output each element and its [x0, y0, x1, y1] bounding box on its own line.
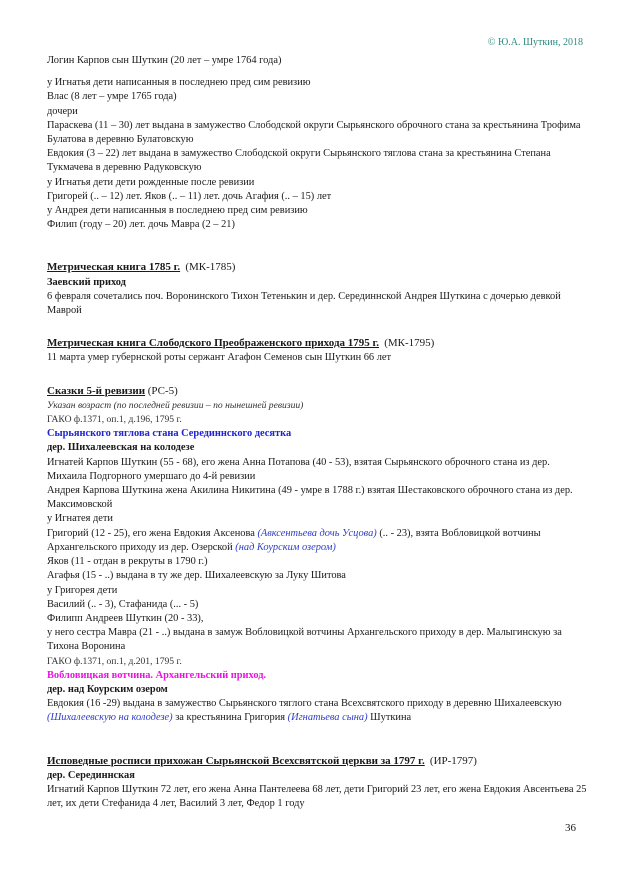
district-heading: Вобловицкая вотчина. Архангельский приход. [47, 669, 267, 681]
text-span: Евдокия (16 -29) выдана в замужество Сырьянского тяглого стана Всехсвятского приходу в деревню Шихалеевскую [47, 698, 562, 710]
record-text: Яков (11 - отдан в рекруты в 1790 г.) [47, 556, 208, 568]
section-code: (МК-1785) [185, 261, 236, 274]
section-code: (МК-1795) [384, 337, 435, 350]
record-text: 6 февраля сочетались поч. Воронинского Тихон Тетенькин и дер. Серединнской Андрея Шуткина с дочерью девкой Маврой [47, 290, 561, 317]
text-line: у Андрея дети написанныя в последнею пред сим ревизию [47, 205, 308, 217]
section-ir1797 [47, 754, 587, 812]
copyright-notice: © Ю.А. Шуткин, 2018 [487, 37, 583, 48]
annotation-span: (над Коурским озером) [235, 541, 336, 553]
text-span: (.. - 23), взята Вобловицкой вотчины Архангельского приходу из дер. Озерской [47, 527, 541, 553]
record-text: Игнатий Карпов Шуткин 72 лет, его жена Анна Пантелеева 68 лет, дети Григорий 23 лет, его жена Евдокия Авсентьева 25 лет, их дети Стефанида 4 лет, Василий 3 лет, Федор 1 году [47, 783, 587, 810]
record-text: Андрея Карпова Шуткина жена Акилина Никитина (49 - умре в 1788 г.) взятая Шестаковского оброчного стана из дер. Максимовской [47, 485, 573, 511]
section-title: Метрическая книга Слободского Преображенского прихода 1795 г. [47, 337, 380, 350]
text-line: дочери [47, 105, 78, 117]
record-text: Филипп Андреев Шуткин (20 - 33), [47, 612, 204, 624]
annotation-span: (Шихалеевскую на колодезе) [47, 712, 173, 724]
document-body [47, 54, 587, 811]
section-rs5 [47, 384, 587, 726]
section-title: Исповедные росписи прихожан Сырьянской Всехсвятской церкви за 1797 г. [47, 754, 425, 767]
section-title: Метрическая книга 1785 г. [47, 261, 181, 274]
text-line: Влас (8 лет – умре 1765 года) [47, 91, 177, 103]
text-line: Евдокия (3 – 22) лет выдана в замужество Слободской округи Сырьянского тяглова стана за крестьянина Степана Тукмачева в деревню Радуковскую [47, 148, 551, 174]
record-text: Василий (.. - 3), Стафанида (... - 5) [47, 598, 199, 610]
text-span: Григорий (12 - 25), его жена Евдокия Аксенова [47, 527, 258, 539]
record-text [47, 697, 587, 725]
record-text: у Григорея дети [47, 584, 118, 596]
text-line: у Игнатья дети дети рожденные после ревизии [47, 176, 255, 188]
village-label: дер. над Коурским озером [47, 683, 168, 695]
text-span: Шуткина [367, 712, 412, 724]
note: Указан возраст (по последней ревизии – по нынешней ревизии) [47, 399, 304, 411]
revision-children-block [47, 76, 587, 232]
text-line: Логин Карпов сын Шуткин (20 лет – умре 1764 года) [47, 55, 282, 66]
page-number: 36 [565, 822, 576, 834]
section-mk1785 [47, 260, 587, 318]
district-heading: Сырьянского тяглова стана Серединнского десятка [47, 428, 292, 440]
annotation-span: (Авксентьева дочь Усцова) [257, 527, 377, 539]
section-code: (РС-5) [147, 384, 178, 397]
record-text: Агафья (15 - ..) выдана в ту же дер. Шихалеевскую за Луку Шитова [47, 570, 346, 582]
record-text: у него сестра Мавра (21 - ..) выдана в замуж Вобловицкой вотчины Архангельского приходу в дер. Малыгинскую за Тихона Воронина [47, 627, 562, 653]
text-line: Параскева (11 – 30) лет выдана в замужество Слободской округи Сырьянского оброчного стана за крестьянина Трофима Булатова в деревню Булатовскую [47, 119, 581, 146]
village-label: дер. Шихалеевская на колодезе [47, 442, 195, 454]
record-text: Игнатей Карпов Шуткин (55 - 68), его жена Анна Потапова (40 - 53), взятая Сырьянского оброчного стана из дер. Михаила Подгорного умершаго до 4-й ревизии [47, 456, 550, 482]
record-text: у Игнатея дети [47, 513, 113, 525]
section-mk1795 [47, 336, 587, 365]
text-span: за крестьянина Григория [172, 712, 288, 724]
archive-ref: ГАКО ф.1371, оп.1, д.201, 1795 г. [47, 655, 182, 667]
archive-ref: ГАКО ф.1371, оп.1, д.196, 1795 г. [47, 414, 182, 426]
annotation-span: (Игнатьева сына) [287, 712, 368, 724]
text-line: Григорей (.. – 12) лет. Яков (.. – 11) лет. дочь Агафия (.. – 15) лет [47, 190, 332, 202]
village-label: дер. Серединнская [47, 769, 135, 781]
record-text: 11 марта умер губернской роты сержант Агафон Семенов сын Шуткин 66 лет [47, 352, 392, 364]
text-line: у Игнатья дети написанныя в последнею пред сим ревизию [47, 77, 311, 89]
section-title: Сказки 5-й ревизии [47, 384, 146, 397]
parish-label: Заевский приход [47, 276, 126, 288]
text-line: Филип (году – 20) лет. дочь Мавра (2 – 21) [47, 219, 235, 231]
record-text [47, 527, 587, 555]
section-code: (ИР-1797) [429, 754, 477, 767]
